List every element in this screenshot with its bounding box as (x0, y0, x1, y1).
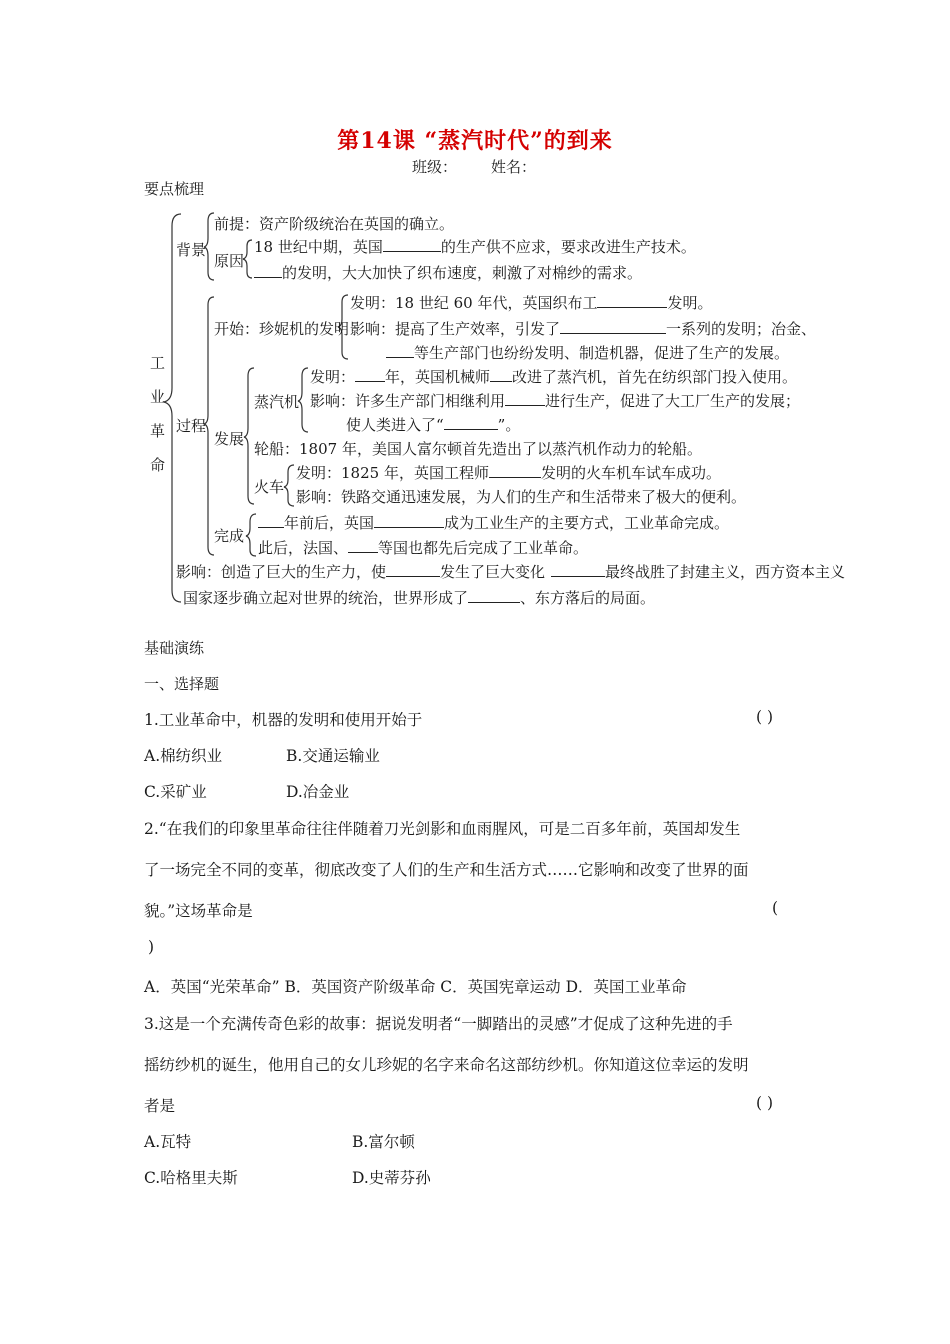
reason-label: 原因 (214, 252, 245, 270)
option-d[interactable]: D.冶金业 (286, 783, 350, 801)
start-impact (350, 318, 816, 339)
option-b[interactable]: B.富尔顿 (352, 1133, 415, 1151)
reason-line-2 (254, 262, 642, 283)
impact-text-e: 、东方落后的局面。 (520, 589, 656, 607)
train-invention-text: 发明：1825 年，英国工程师 (296, 464, 489, 482)
option-a[interactable]: A.瓦特 (144, 1133, 192, 1151)
option-c[interactable]: C.采矿业 (144, 783, 207, 801)
complete-line-2 (258, 537, 588, 558)
fill-blank[interactable] (254, 263, 282, 278)
steam-impact-cont (346, 414, 520, 435)
root-char: 业 (150, 388, 166, 406)
background-premise: 前提：资产阶级统治在英国的确立。 (214, 215, 455, 233)
complete-2-text: 此后，法国、 (258, 539, 349, 557)
fill-blank[interactable] (597, 293, 667, 308)
background-label: 背景 (176, 241, 207, 259)
steam-engine-label: 蒸汽机 (254, 393, 300, 411)
steam-impact-text-c: 使人类进入了“ (346, 416, 444, 434)
development-label: 发展 (214, 430, 245, 448)
root-char: 工 (150, 354, 166, 372)
impact-line-1 (176, 561, 845, 582)
fill-blank[interactable] (348, 538, 378, 553)
fill-blank[interactable] (444, 415, 498, 430)
steam-impact-text-d: ”。 (497, 416, 521, 434)
start-label: 开始：珍妮机的发明 (214, 320, 350, 338)
train-label: 火车 (254, 478, 285, 496)
option-b[interactable]: B.交通运输业 (286, 747, 380, 765)
start-impact-text-c: 等生产部门也纷纷发明、制造机器，促进了生产的发展。 (414, 344, 790, 362)
class-label: 班级： (412, 158, 458, 176)
question-3-line: 者是 (144, 1097, 176, 1115)
complete-1-text: 年前后，英国 (284, 514, 375, 532)
impact-text-d: 国家逐步确立起对世界的统治，世界形成了 (183, 589, 469, 607)
fill-blank[interactable] (489, 463, 541, 478)
complete-1-text-b: 成为工业生产的主要方式，工业革命完成。 (444, 514, 730, 532)
option-c[interactable]: C.哈格里夫斯 (144, 1169, 238, 1187)
option-d[interactable]: D.史蒂芬孙 (352, 1169, 431, 1187)
fill-blank[interactable] (258, 513, 284, 528)
fill-blank[interactable] (490, 367, 512, 382)
steamship: 轮船：1807 年，美国人富尔顿首先造出了以蒸汽机作动力的轮船。 (254, 440, 702, 458)
answer-paren-open[interactable]: ( (772, 899, 779, 917)
impact-text-b: 发生了巨大变化 (440, 563, 546, 581)
steam-impact (310, 390, 800, 411)
answer-paren[interactable]: ( ) (756, 1094, 774, 1112)
root-char: 革 (150, 422, 166, 440)
question-3-line: 3.这是一个充满传奇色彩的故事：据说发明者“一脚踏出的灵感”才促成了这种先进的手 (144, 1015, 733, 1033)
fill-blank[interactable] (505, 391, 545, 406)
reason-2-text: 的发明，大大加快了织布速度，刺激了对棉纱的需求。 (282, 264, 643, 282)
section-summary-heading: 要点梳理 (144, 180, 205, 198)
reason-1-text: 18 世纪中期，英国 (254, 238, 383, 256)
train-invention (296, 462, 721, 483)
steam-invention-text-c: 改进了蒸汽机，首先在纺织部门投入使用。 (512, 368, 798, 386)
name-label: 姓名： (491, 158, 537, 176)
steam-invention-text: 发明： (310, 368, 356, 386)
impact-text-c: 最终战胜了封建主义，西方资本主义 (605, 563, 846, 581)
train-impact: 影响：铁路交通迅速发展，为人们的生产和生活带来了极大的便利。 (296, 488, 747, 506)
option-a[interactable]: A.棉纺织业 (144, 747, 223, 765)
process-label: 过程 (176, 417, 207, 435)
fill-blank[interactable] (383, 237, 441, 252)
section-choice-heading: 一、选择题 (144, 675, 220, 693)
answer-paren-close[interactable]: ) (148, 938, 155, 956)
fill-blank[interactable] (355, 367, 385, 382)
steam-impact-text: 影响：许多生产部门相继利用 (310, 392, 506, 410)
steam-invention-text-b: 年，英国机械师 (385, 368, 491, 386)
question-2-options[interactable]: A．英国“光荣革命” B．英国资产阶级革命 C．英国宪章运动 D．英国工业革命 (144, 978, 687, 996)
industrial-revolution-label (150, 346, 165, 482)
fill-blank[interactable] (374, 513, 444, 528)
start-invention-text-b: 发明。 (667, 294, 713, 312)
complete-line-1 (258, 512, 729, 533)
fill-blank[interactable] (551, 562, 605, 577)
question-1-stem: 1.工业革命中，机器的发明和使用开始于 (144, 711, 423, 729)
fill-blank[interactable] (386, 562, 440, 577)
start-impact-cont (386, 342, 789, 363)
complete-2-text-b: 等国也都先后完成了工业革命。 (378, 539, 589, 557)
question-3-line: 摇纺纱机的诞生，他用自己的女儿珍妮的名字来命名这部纺纱机。你知道这位幸运的发明 (144, 1056, 749, 1074)
fill-blank[interactable] (560, 319, 666, 334)
answer-paren[interactable]: ( ) (756, 708, 774, 726)
question-2-line: 了一场完全不同的变革，彻底改变了人们的生产和生活方式……它影响和改变了世界的面 (144, 861, 749, 879)
root-char: 命 (150, 456, 166, 474)
start-invention-text: 发明：18 世纪 60 年代，英国织布工 (350, 294, 598, 312)
train-invention-text-b: 发明的火车机车试车成功。 (540, 464, 721, 482)
start-impact-text-b: 一系列的发明；冶金、 (666, 320, 817, 338)
reason-line-1 (254, 236, 696, 257)
impact-text: 影响：创造了巨大的生产力，使 (176, 563, 387, 581)
complete-label: 完成 (214, 527, 245, 545)
fill-blank[interactable] (468, 588, 520, 603)
section-practice-heading: 基础演练 (144, 639, 205, 657)
page-title: 第14课 “蒸汽时代”的到来 (337, 128, 613, 154)
start-invention (350, 292, 713, 313)
reason-1-text-b: 的生产供不应求，要求改进生产技术。 (440, 238, 696, 256)
start-impact-text: 影响：提高了生产效率，引发了 (350, 320, 561, 338)
steam-invention (310, 366, 797, 387)
question-2-line: 2.“在我们的印象里革命往往伴随着刀光剑影和血雨腥风，可是二百多年前，英国却发生 (144, 820, 741, 838)
fill-blank[interactable] (386, 343, 414, 358)
steam-impact-text-b: 进行生产，促进了大工厂生产的发展； (545, 392, 801, 410)
question-2-line: 貌。”这场革命是 (144, 902, 253, 920)
impact-line-2 (183, 587, 655, 608)
